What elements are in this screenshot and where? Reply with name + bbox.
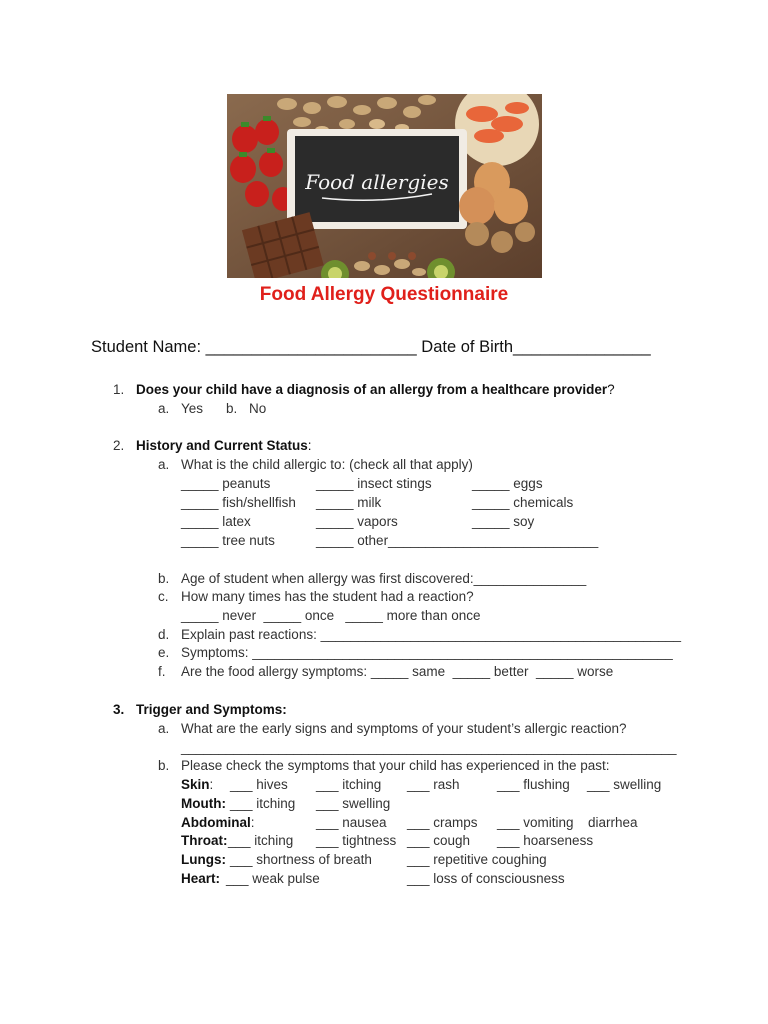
mouth-label: Mouth: bbox=[181, 796, 226, 811]
q2c-reaction-count-options[interactable]: _____ never _____ once _____ more than once bbox=[181, 608, 481, 623]
q2d-past-reactions[interactable]: Explain past reactions: ________________________________________________ bbox=[181, 627, 681, 642]
q1-option-no[interactable]: No bbox=[249, 401, 267, 416]
q2b-marker: b. bbox=[158, 571, 170, 586]
q2b-age-discovered[interactable]: Age of student when allergy was first discovered:_______________ bbox=[181, 571, 587, 586]
symptom-option[interactable]: ___ rash bbox=[407, 777, 460, 792]
q2e-symptoms[interactable]: Symptoms: ________________________________________________________ bbox=[181, 645, 673, 660]
throat-label: Throat: bbox=[181, 833, 228, 848]
symptom-option[interactable]: ___ tightness bbox=[316, 833, 397, 848]
symptom-option[interactable]: ___ itching bbox=[228, 833, 294, 848]
q2c-marker: c. bbox=[158, 589, 169, 604]
symptom-option[interactable]: ___ cough bbox=[407, 833, 471, 848]
q2-heading-colon: : bbox=[307, 438, 312, 453]
date-of-birth-field[interactable]: _______________ bbox=[513, 338, 651, 356]
symptom-option[interactable]: ___ cramps bbox=[407, 815, 478, 830]
student-name-label: Student Name: bbox=[91, 338, 206, 356]
symptom-option[interactable]: ___ weak pulse bbox=[226, 871, 320, 886]
q2d-marker: d. bbox=[158, 627, 170, 642]
q3b-marker: b. bbox=[158, 758, 170, 773]
student-name-field[interactable]: _______________________ bbox=[205, 338, 417, 356]
symptom-option[interactable]: ___ shortness of breath bbox=[230, 852, 372, 867]
food-allergies-illustration bbox=[227, 94, 542, 278]
symptom-option[interactable]: ___ repetitive coughing bbox=[407, 852, 547, 867]
allergen-option-other[interactable]: _____ other____________________________ bbox=[316, 533, 599, 548]
q1-option-a-marker: a. bbox=[158, 401, 170, 416]
allergen-option[interactable]: _____ chemicals bbox=[472, 495, 574, 510]
symptom-option[interactable]: ___ itching bbox=[230, 796, 296, 811]
q1-number: 1. bbox=[113, 382, 125, 397]
q2-heading bbox=[136, 438, 312, 453]
allergen-option[interactable]: _____ soy bbox=[472, 514, 535, 529]
q1-question-mark: ? bbox=[607, 382, 615, 397]
heart-label: Heart: bbox=[181, 871, 221, 886]
symptom-option[interactable]: diarrhea bbox=[588, 815, 638, 830]
allergen-option[interactable]: _____ fish/shellfish bbox=[181, 495, 296, 510]
chalkboard-text: Food allergies bbox=[305, 170, 449, 194]
symptom-option[interactable]: ___ vomiting bbox=[497, 815, 574, 830]
symptom-option[interactable]: ___ hives bbox=[230, 777, 288, 792]
skin-label: Skin: bbox=[181, 777, 214, 792]
q1-question-text: Does your child have a diagnosis of an allergy from a healthcare provider bbox=[136, 382, 608, 397]
allergen-option[interactable]: _____ insect stings bbox=[316, 476, 432, 491]
symptom-option[interactable]: ___ itching bbox=[316, 777, 382, 792]
allergen-option[interactable]: _____ vapors bbox=[316, 514, 398, 529]
lungs-label: Lungs: bbox=[181, 852, 226, 867]
food-allergies-photo bbox=[227, 94, 542, 278]
symptom-option[interactable]: ___ swelling bbox=[316, 796, 391, 811]
q3-heading: Trigger and Symptoms: bbox=[136, 702, 287, 717]
date-of-birth-label: Date of Birth bbox=[416, 338, 514, 356]
allergen-option[interactable]: _____ milk bbox=[316, 495, 382, 510]
q2e-marker: e. bbox=[158, 645, 170, 660]
q2a-text: What is the child allergic to: (check all that apply) bbox=[181, 457, 473, 472]
symptom-option[interactable]: ___ flushing bbox=[497, 777, 570, 792]
q1-option-yes[interactable]: Yes bbox=[181, 401, 204, 416]
q3a-text: What are the early signs and symptoms of your student’s allergic reaction? bbox=[181, 721, 627, 736]
q3-number: 3. bbox=[113, 702, 125, 717]
q2-heading-text: History and Current Status bbox=[136, 438, 308, 453]
q3b-text: Please check the symptoms that your child has experienced in the past: bbox=[181, 758, 610, 773]
q2-number: 2. bbox=[113, 438, 125, 453]
symptom-option[interactable]: ___ hoarseness bbox=[497, 833, 594, 848]
allergen-option[interactable]: _____ eggs bbox=[472, 476, 543, 491]
page-title: Food Allergy Questionnaire bbox=[259, 284, 509, 305]
symptom-option[interactable]: ___ nausea bbox=[316, 815, 387, 830]
q2f-marker: f. bbox=[158, 664, 166, 679]
q2a-marker: a. bbox=[158, 457, 170, 472]
q3a-answer-line[interactable]: __________________________________________________________________ bbox=[181, 740, 677, 755]
q1-question bbox=[136, 382, 615, 397]
symptom-option[interactable]: ___ swelling bbox=[587, 777, 662, 792]
q2f-symptom-trend[interactable]: Are the food allergy symptoms: _____ same _____ better _____ worse bbox=[181, 664, 614, 679]
allergen-option[interactable]: _____ peanuts bbox=[181, 476, 271, 491]
allergen-option[interactable]: _____ tree nuts bbox=[181, 533, 275, 548]
symptom-option[interactable]: ___ loss of consciousness bbox=[407, 871, 565, 886]
student-info-line bbox=[91, 338, 651, 357]
q1-option-b-marker: b. bbox=[226, 401, 238, 416]
q2c-text: How many times has the student had a reaction? bbox=[181, 589, 474, 604]
allergen-option[interactable]: _____ latex bbox=[181, 514, 251, 529]
q3a-marker: a. bbox=[158, 721, 170, 736]
abdominal-label: Abdominal: bbox=[181, 815, 255, 830]
